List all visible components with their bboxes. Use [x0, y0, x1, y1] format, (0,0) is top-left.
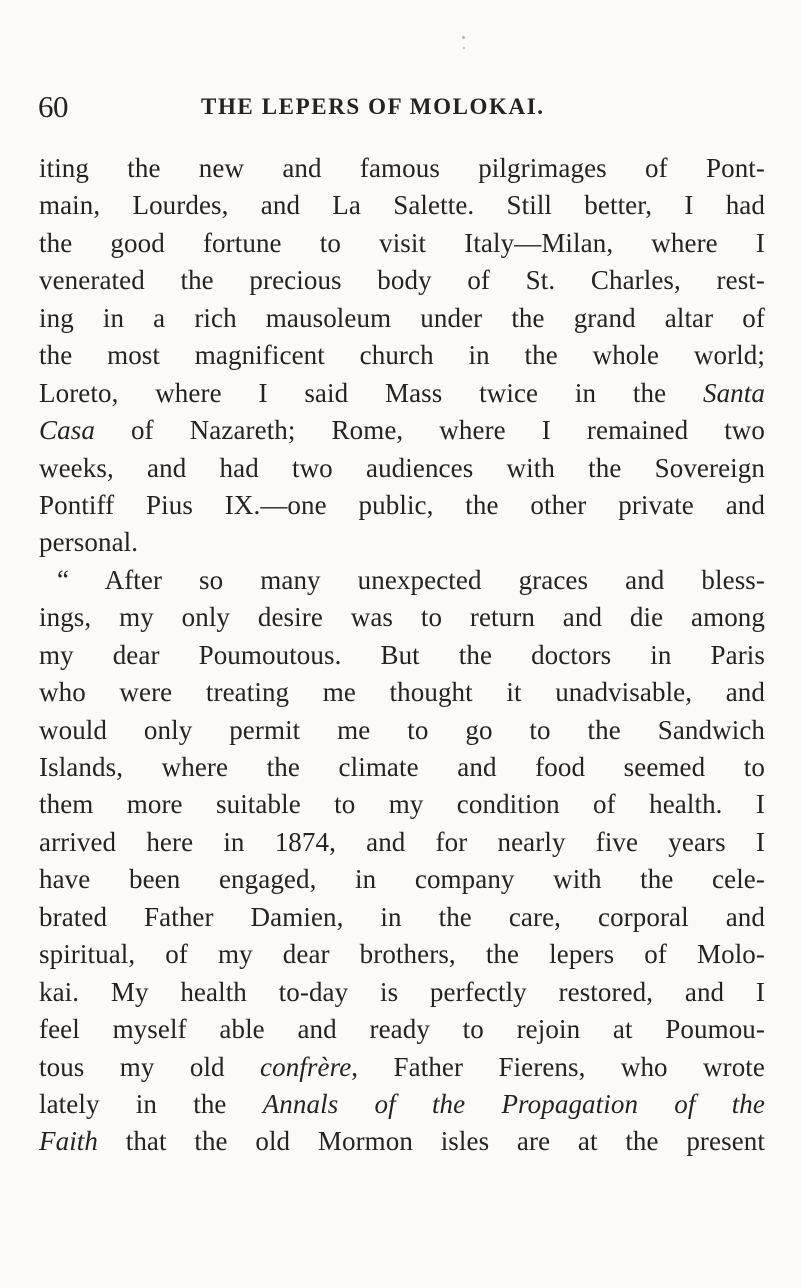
text-line: [39, 1086, 765, 1123]
text-line: have been engaged, in company with the cele-: [39, 864, 765, 895]
text-segment: lately in the: [39, 1088, 263, 1119]
text-line: Pontiff Pius IX.—one public, the other private and: [39, 489, 765, 520]
text-line: who were treating me thought it unadvisable, and: [39, 677, 765, 708]
page-number: 60: [38, 89, 68, 124]
text-line: [39, 1123, 765, 1160]
text-line: would only permit me to go to the Sandwich: [39, 714, 765, 745]
text-line: [39, 1049, 765, 1086]
text-segment: tous my old: [39, 1051, 261, 1082]
text-line: iting the new and famous pilgrimages of Pont-: [39, 153, 765, 183]
italic-text: confrère: [260, 1051, 352, 1082]
text-segment: of Nazareth; Rome, where I remained two: [94, 415, 765, 446]
text-line: brated Father Damien, in the care, corporal and: [39, 901, 765, 932]
text-line: the good fortune to visit Italy—Milan, where I: [39, 227, 765, 258]
italic-text: Annals of the Propagation of the: [262, 1088, 765, 1119]
italic-text: Casa: [39, 415, 95, 446]
paragraph-end-line: personal.: [39, 527, 139, 558]
text-line: ing in a rich mausoleum under the grand altar of: [39, 302, 765, 333]
text-line: arrived here in 1874, and for nearly five years I: [39, 826, 765, 857]
paper-speck: [462, 36, 465, 39]
text-line: feel myself able and ready to rejoin at Poumou-: [39, 1014, 765, 1045]
text-segment: Loreto, where I said Mass twice in the: [39, 377, 703, 408]
text-line: weeks, and had two audiences with the Sovereign: [39, 452, 765, 483]
paper-speck: [463, 47, 465, 49]
body-text: [39, 150, 765, 1161]
text-line: Islands, where the climate and food seemed to: [39, 752, 765, 782]
text-line: the most magnificent church in the whole world;: [39, 340, 765, 371]
text-line: ings, my only desire was to return and die among: [39, 602, 765, 633]
paragraph-start-line: “ After so many unexpected graces and bless-: [57, 564, 765, 595]
running-head-title: THE LEPERS OF MOLOKAI.: [201, 94, 545, 119]
italic-text: Santa: [702, 377, 765, 408]
text-segment: , Father Fierens, who wrote: [351, 1051, 765, 1082]
text-line: spiritual, of my dear brothers, the lepers of Molo-: [39, 939, 765, 970]
text-line: them more suitable to my condition of health. I: [39, 789, 765, 820]
italic-text: Faith: [39, 1126, 98, 1157]
text-line: my dear Poumoutous. But the doctors in Paris: [39, 639, 765, 670]
text-line: kai. My health to-day is perfectly restored, and I: [39, 976, 765, 1007]
text-line: main, Lourdes, and La Salette. Still better, I had: [39, 190, 765, 221]
text-line: [39, 412, 765, 449]
running-head: [38, 89, 758, 125]
text-line: venerated the precious body of St. Charles, rest-: [39, 265, 765, 296]
text-line: [39, 375, 765, 412]
text-segment: that the old Mormon isles are at the present: [98, 1126, 765, 1157]
